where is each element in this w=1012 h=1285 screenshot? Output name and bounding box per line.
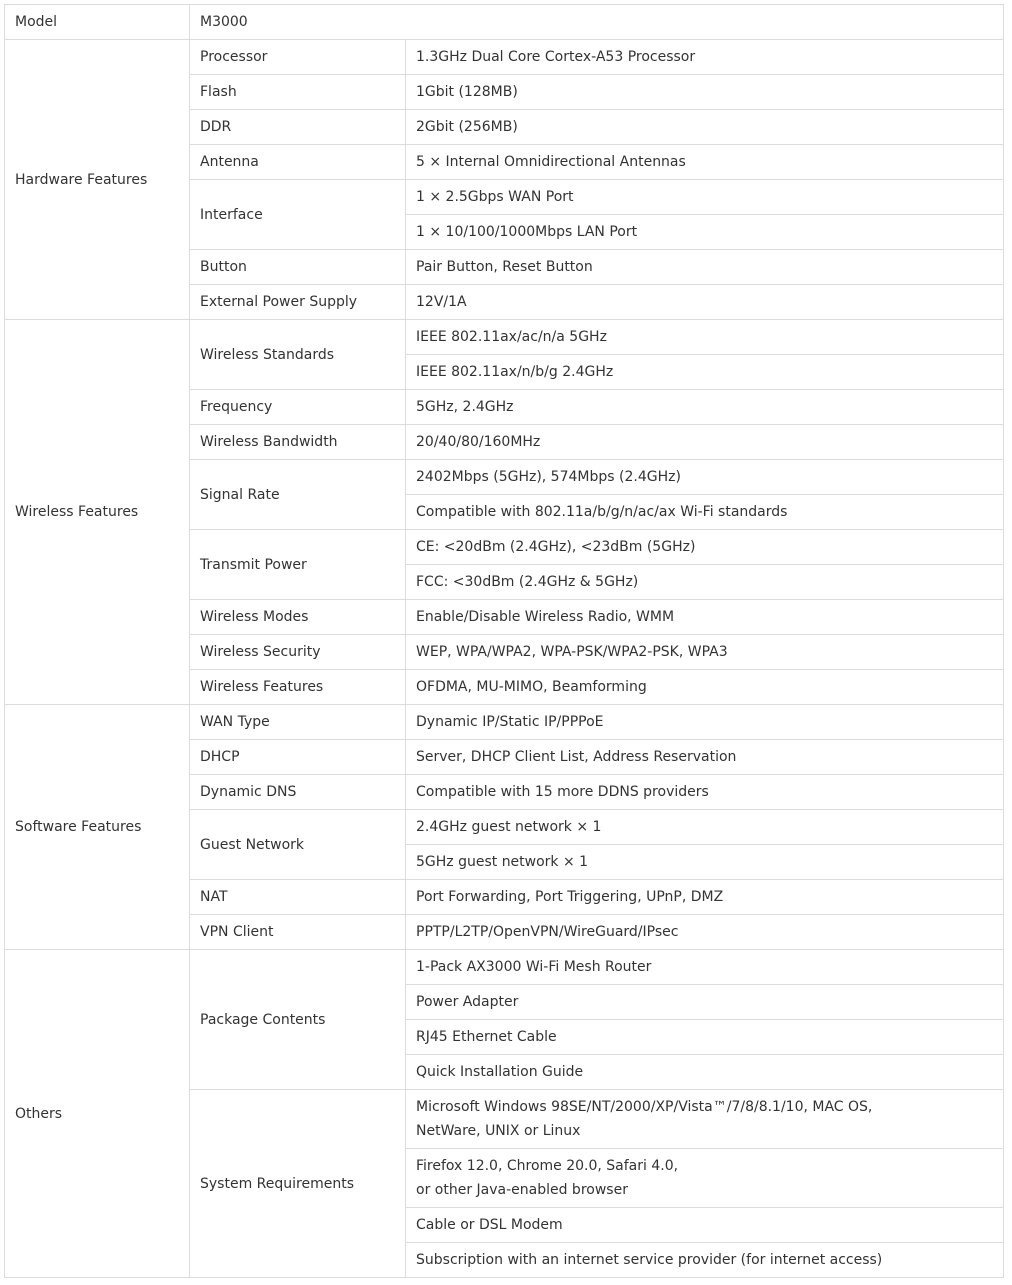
feature-label: Processor	[190, 40, 406, 75]
feature-value: Enable/Disable Wireless Radio, WMM	[406, 600, 1004, 635]
feature-label: WAN Type	[190, 705, 406, 740]
feature-label: Wireless Standards	[190, 320, 406, 390]
feature-value-line: Firefox 12.0, Chrome 20.0, Safari 4.0,	[416, 1158, 679, 1174]
feature-label: Antenna	[190, 145, 406, 180]
feature-label: Interface	[190, 180, 406, 250]
feature-value: 2Gbit (256MB)	[406, 110, 1004, 145]
feature-value: IEEE 802.11ax/n/b/g 2.4GHz	[406, 355, 1004, 390]
section-label: Others	[5, 950, 190, 1278]
feature-value: 12V/1A	[406, 285, 1004, 320]
feature-label: Wireless Security	[190, 635, 406, 670]
feature-label: Button	[190, 250, 406, 285]
feature-label: Signal Rate	[190, 460, 406, 530]
feature-value	[406, 1090, 1004, 1149]
section-label: Hardware Features	[5, 40, 190, 320]
feature-value: 1 × 10/100/1000Mbps LAN Port	[406, 215, 1004, 250]
table-row	[5, 40, 1004, 75]
feature-label: Wireless Bandwidth	[190, 425, 406, 460]
table-row	[5, 950, 1004, 985]
feature-value: 2.4GHz guest network × 1	[406, 810, 1004, 845]
feature-value	[406, 1149, 1004, 1208]
feature-value-line: Microsoft Windows 98SE/NT/2000/XP/Vista™/7/8/8.1/10, MAC OS,	[416, 1099, 873, 1115]
feature-label: Flash	[190, 75, 406, 110]
feature-label: Dynamic DNS	[190, 775, 406, 810]
model-label: Model	[5, 5, 190, 40]
feature-value: Port Forwarding, Port Triggering, UPnP, DMZ	[406, 880, 1004, 915]
feature-label: Transmit Power	[190, 530, 406, 600]
feature-value: CE: <20dBm (2.4GHz), <23dBm (5GHz)	[406, 530, 1004, 565]
feature-value-line: or other Java-enabled browser	[416, 1182, 628, 1198]
feature-value: Server, DHCP Client List, Address Reservation	[406, 740, 1004, 775]
feature-label: Guest Network	[190, 810, 406, 880]
feature-value: PPTP/L2TP/OpenVPN/WireGuard/IPsec	[406, 915, 1004, 950]
feature-value: 1-Pack AX3000 Wi-Fi Mesh Router	[406, 950, 1004, 985]
feature-label: NAT	[190, 880, 406, 915]
feature-label: DHCP	[190, 740, 406, 775]
feature-value: 5GHz, 2.4GHz	[406, 390, 1004, 425]
feature-value: RJ45 Ethernet Cable	[406, 1020, 1004, 1055]
feature-value: 5 × Internal Omnidirectional Antennas	[406, 145, 1004, 180]
table-row	[5, 705, 1004, 740]
spec-table	[4, 4, 1004, 1278]
feature-label: Wireless Modes	[190, 600, 406, 635]
feature-label: System Requirements	[190, 1090, 406, 1278]
feature-value-line: NetWare, UNIX or Linux	[416, 1123, 581, 1139]
spec-table-body	[5, 5, 1004, 1278]
table-row	[5, 5, 1004, 40]
feature-label: Package Contents	[190, 950, 406, 1090]
feature-value: Compatible with 802.11a/b/g/n/ac/ax Wi-Fi standards	[406, 495, 1004, 530]
feature-value: WEP, WPA/WPA2, WPA-PSK/WPA2-PSK, WPA3	[406, 635, 1004, 670]
feature-value: FCC: <30dBm (2.4GHz & 5GHz)	[406, 565, 1004, 600]
feature-value: OFDMA, MU-MIMO, Beamforming	[406, 670, 1004, 705]
feature-label: DDR	[190, 110, 406, 145]
table-row	[5, 320, 1004, 355]
feature-value: 1 × 2.5Gbps WAN Port	[406, 180, 1004, 215]
feature-value: 20/40/80/160MHz	[406, 425, 1004, 460]
feature-label: Frequency	[190, 390, 406, 425]
feature-value: IEEE 802.11ax/ac/n/a 5GHz	[406, 320, 1004, 355]
feature-value: 5GHz guest network × 1	[406, 845, 1004, 880]
feature-value: 1Gbit (128MB)	[406, 75, 1004, 110]
section-label: Software Features	[5, 705, 190, 950]
feature-value: 1.3GHz Dual Core Cortex-A53 Processor	[406, 40, 1004, 75]
feature-value: Power Adapter	[406, 985, 1004, 1020]
model-value: M3000	[190, 5, 1004, 40]
feature-value: Pair Button, Reset Button	[406, 250, 1004, 285]
feature-value: Subscription with an internet service provider (for internet access)	[406, 1243, 1004, 1278]
feature-label: External Power Supply	[190, 285, 406, 320]
feature-value: Dynamic IP/Static IP/PPPoE	[406, 705, 1004, 740]
feature-value: Cable or DSL Modem	[406, 1208, 1004, 1243]
feature-value: 2402Mbps (5GHz), 574Mbps (2.4GHz)	[406, 460, 1004, 495]
section-label: Wireless Features	[5, 320, 190, 705]
feature-label: VPN Client	[190, 915, 406, 950]
feature-value: Quick Installation Guide	[406, 1055, 1004, 1090]
feature-value: Compatible with 15 more DDNS providers	[406, 775, 1004, 810]
feature-label: Wireless Features	[190, 670, 406, 705]
